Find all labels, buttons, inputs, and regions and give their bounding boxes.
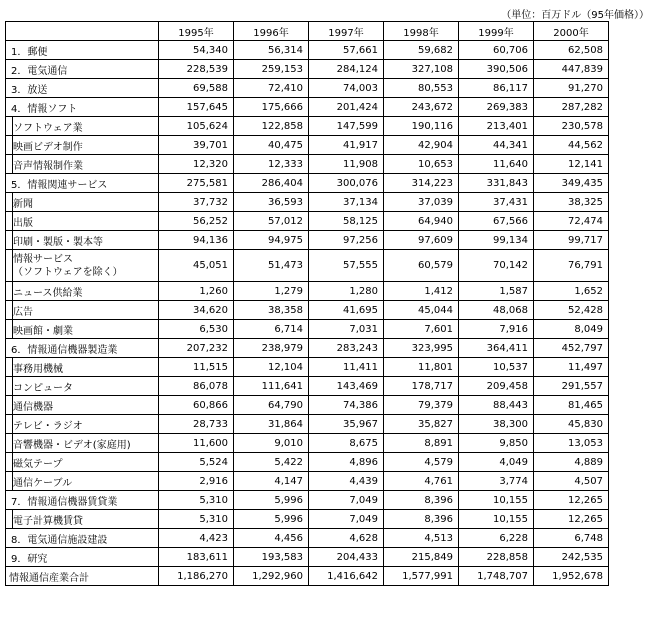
value-cell: 54,340 — [159, 41, 234, 60]
row-label: 印刷・製版・製本等 — [13, 231, 159, 250]
value-cell: 4,456 — [234, 529, 309, 548]
value-cell: 36,593 — [234, 193, 309, 212]
value-cell: 230,578 — [534, 117, 609, 136]
row-label: 通信機器 — [13, 396, 159, 415]
indent-cell — [6, 212, 13, 231]
value-cell: 51,473 — [234, 250, 309, 282]
indent-cell — [6, 396, 13, 415]
value-cell: 390,506 — [459, 60, 534, 79]
subcategory-row — [6, 472, 609, 491]
value-cell: 57,555 — [309, 250, 384, 282]
value-cell: 57,661 — [309, 41, 384, 60]
value-cell: 28,733 — [159, 415, 234, 434]
subcategory-row — [6, 434, 609, 453]
total-row — [6, 567, 609, 586]
value-cell: 38,325 — [534, 193, 609, 212]
value-cell: 331,843 — [459, 174, 534, 193]
value-cell: 11,497 — [534, 358, 609, 377]
value-cell: 31,864 — [234, 415, 309, 434]
value-cell: 5,310 — [159, 510, 234, 529]
row-label: 5．情報関連サービス — [6, 174, 159, 193]
value-cell: 300,076 — [309, 174, 384, 193]
value-cell: 72,410 — [234, 79, 309, 98]
row-label: 2．電気通信 — [6, 60, 159, 79]
value-cell: 327,108 — [384, 60, 459, 79]
row-label: 8．電気通信施設建設 — [6, 529, 159, 548]
row-label: 出版 — [13, 212, 159, 231]
subcategory-row — [6, 212, 609, 231]
value-cell: 44,562 — [534, 136, 609, 155]
row-label: 1．郵便 — [6, 41, 159, 60]
value-cell: 8,396 — [384, 491, 459, 510]
indent-cell — [6, 250, 13, 282]
value-cell: 8,675 — [309, 434, 384, 453]
value-cell: 4,147 — [234, 472, 309, 491]
value-cell: 9,850 — [459, 434, 534, 453]
value-cell: 48,068 — [459, 301, 534, 320]
year-header: 1995年 — [159, 22, 234, 41]
value-cell: 243,672 — [384, 98, 459, 117]
year-header: 1997年 — [309, 22, 384, 41]
value-cell: 12,265 — [534, 510, 609, 529]
statistics-table — [5, 21, 609, 586]
value-cell: 56,252 — [159, 212, 234, 231]
indent-cell — [6, 136, 13, 155]
table-body — [6, 22, 609, 586]
value-cell: 64,790 — [234, 396, 309, 415]
value-cell: 157,645 — [159, 98, 234, 117]
indent-cell — [6, 453, 13, 472]
value-cell: 175,666 — [234, 98, 309, 117]
value-cell: 275,581 — [159, 174, 234, 193]
year-header: 1999年 — [459, 22, 534, 41]
value-cell: 41,917 — [309, 136, 384, 155]
value-cell: 209,458 — [459, 377, 534, 396]
year-header: 2000年 — [534, 22, 609, 41]
value-cell: 37,431 — [459, 193, 534, 212]
value-cell: 283,243 — [309, 339, 384, 358]
value-cell: 9,010 — [234, 434, 309, 453]
value-cell: 38,300 — [459, 415, 534, 434]
value-cell: 12,141 — [534, 155, 609, 174]
row-label: テレビ・ラジオ — [13, 415, 159, 434]
value-cell: 6,748 — [534, 529, 609, 548]
row-label: 4．情報ソフト — [6, 98, 159, 117]
category-row — [6, 98, 609, 117]
value-cell: 37,039 — [384, 193, 459, 212]
value-cell: 45,044 — [384, 301, 459, 320]
value-cell: 44,341 — [459, 136, 534, 155]
value-cell: 143,469 — [309, 377, 384, 396]
value-cell: 193,583 — [234, 548, 309, 567]
value-cell: 291,557 — [534, 377, 609, 396]
value-cell: 5,524 — [159, 453, 234, 472]
value-cell: 94,975 — [234, 231, 309, 250]
value-cell: 37,732 — [159, 193, 234, 212]
value-cell: 35,967 — [309, 415, 384, 434]
value-cell: 60,866 — [159, 396, 234, 415]
value-cell: 7,916 — [459, 320, 534, 339]
indent-cell — [6, 358, 13, 377]
value-cell: 10,155 — [459, 491, 534, 510]
row-label: 映画ビデオ制作 — [13, 136, 159, 155]
value-cell: 35,827 — [384, 415, 459, 434]
row-label: 9．研究 — [6, 548, 159, 567]
value-cell: 269,383 — [459, 98, 534, 117]
value-cell: 122,858 — [234, 117, 309, 136]
value-cell: 99,717 — [534, 231, 609, 250]
value-cell: 1,748,707 — [459, 567, 534, 586]
row-label: 音声情報制作業 — [13, 155, 159, 174]
value-cell: 10,537 — [459, 358, 534, 377]
value-cell: 7,031 — [309, 320, 384, 339]
value-cell: 41,695 — [309, 301, 384, 320]
indent-cell — [6, 301, 13, 320]
value-cell: 4,761 — [384, 472, 459, 491]
value-cell: 178,717 — [384, 377, 459, 396]
value-cell: 4,628 — [309, 529, 384, 548]
value-cell: 228,539 — [159, 60, 234, 79]
value-cell: 67,566 — [459, 212, 534, 231]
subcategory-row — [6, 250, 609, 282]
value-cell: 105,624 — [159, 117, 234, 136]
value-cell: 238,979 — [234, 339, 309, 358]
value-cell: 447,839 — [534, 60, 609, 79]
value-cell: 204,433 — [309, 548, 384, 567]
indent-cell — [6, 510, 13, 529]
subcategory-row — [6, 396, 609, 415]
value-cell: 207,232 — [159, 339, 234, 358]
value-cell: 64,940 — [384, 212, 459, 231]
value-cell: 45,830 — [534, 415, 609, 434]
value-cell: 190,116 — [384, 117, 459, 136]
value-cell: 259,153 — [234, 60, 309, 79]
value-cell: 10,155 — [459, 510, 534, 529]
value-cell: 3,774 — [459, 472, 534, 491]
indent-cell — [6, 282, 13, 301]
category-row — [6, 339, 609, 358]
value-cell: 56,314 — [234, 41, 309, 60]
value-cell: 314,223 — [384, 174, 459, 193]
year-header: 1998年 — [384, 22, 459, 41]
value-cell: 12,265 — [534, 491, 609, 510]
row-label: 6．情報通信機器製造業 — [6, 339, 159, 358]
value-cell: 349,435 — [534, 174, 609, 193]
category-row — [6, 60, 609, 79]
value-cell: 69,588 — [159, 79, 234, 98]
value-cell: 59,682 — [384, 41, 459, 60]
row-label: 広告 — [13, 301, 159, 320]
category-row — [6, 79, 609, 98]
category-row — [6, 491, 609, 510]
value-cell: 12,320 — [159, 155, 234, 174]
row-label: 通信ケーブル — [13, 472, 159, 491]
row-label-line2: （ソフトウェアを除く） — [13, 266, 123, 278]
value-cell: 213,401 — [459, 117, 534, 136]
value-cell: 86,078 — [159, 377, 234, 396]
value-cell: 284,124 — [309, 60, 384, 79]
row-label: 7．情報通信機器賃貸業 — [6, 491, 159, 510]
value-cell: 4,049 — [459, 453, 534, 472]
value-cell: 60,706 — [459, 41, 534, 60]
value-cell: 1,279 — [234, 282, 309, 301]
value-cell: 7,601 — [384, 320, 459, 339]
value-cell: 11,515 — [159, 358, 234, 377]
value-cell: 111,641 — [234, 377, 309, 396]
value-cell: 215,849 — [384, 548, 459, 567]
value-cell: 12,104 — [234, 358, 309, 377]
value-cell: 8,891 — [384, 434, 459, 453]
value-cell: 34,620 — [159, 301, 234, 320]
value-cell: 11,411 — [309, 358, 384, 377]
value-cell: 1,416,642 — [309, 567, 384, 586]
row-label: 音響機器・ビデオ(家庭用) — [13, 434, 159, 453]
indent-cell — [6, 193, 13, 212]
value-cell: 1,260 — [159, 282, 234, 301]
value-cell: 4,423 — [159, 529, 234, 548]
value-cell: 4,896 — [309, 453, 384, 472]
value-cell: 11,801 — [384, 358, 459, 377]
subcategory-row — [6, 231, 609, 250]
indent-cell — [6, 231, 13, 250]
row-label: 事務用機械 — [13, 358, 159, 377]
row-label: ニュース供給業 — [13, 282, 159, 301]
header-row — [6, 22, 609, 41]
value-cell: 228,858 — [459, 548, 534, 567]
value-cell: 1,280 — [309, 282, 384, 301]
value-cell: 97,256 — [309, 231, 384, 250]
value-cell: 74,003 — [309, 79, 384, 98]
row-label: 磁気テープ — [13, 453, 159, 472]
row-label: 情報通信産業合計 — [6, 567, 159, 586]
value-cell: 1,952,678 — [534, 567, 609, 586]
row-label: 3．放送 — [6, 79, 159, 98]
indent-cell — [6, 155, 13, 174]
value-cell: 287,282 — [534, 98, 609, 117]
value-cell: 60,579 — [384, 250, 459, 282]
value-cell: 1,577,991 — [384, 567, 459, 586]
value-cell: 80,553 — [384, 79, 459, 98]
value-cell: 91,270 — [534, 79, 609, 98]
value-cell: 97,609 — [384, 231, 459, 250]
value-cell: 1,186,270 — [159, 567, 234, 586]
value-cell: 45,051 — [159, 250, 234, 282]
value-cell: 4,513 — [384, 529, 459, 548]
value-cell: 8,396 — [384, 510, 459, 529]
indent-cell — [6, 472, 13, 491]
value-cell: 52,428 — [534, 301, 609, 320]
value-cell: 81,465 — [534, 396, 609, 415]
value-cell: 183,611 — [159, 548, 234, 567]
row-label: 映画館・劇業 — [13, 320, 159, 339]
value-cell: 37,134 — [309, 193, 384, 212]
row-label: 新聞 — [13, 193, 159, 212]
value-cell: 72,474 — [534, 212, 609, 231]
row-label: 電子計算機賃貸 — [13, 510, 159, 529]
value-cell: 94,136 — [159, 231, 234, 250]
value-cell: 1,292,960 — [234, 567, 309, 586]
value-cell: 12,333 — [234, 155, 309, 174]
indent-cell — [6, 434, 13, 453]
value-cell: 5,996 — [234, 510, 309, 529]
subcategory-row — [6, 358, 609, 377]
indent-cell — [6, 117, 13, 136]
value-cell: 70,142 — [459, 250, 534, 282]
value-cell: 1,412 — [384, 282, 459, 301]
subcategory-row — [6, 320, 609, 339]
value-cell: 11,640 — [459, 155, 534, 174]
value-cell: 5,422 — [234, 453, 309, 472]
subcategory-row — [6, 282, 609, 301]
subcategory-row — [6, 377, 609, 396]
value-cell: 11,600 — [159, 434, 234, 453]
value-cell: 76,791 — [534, 250, 609, 282]
indent-cell — [6, 377, 13, 396]
category-row — [6, 529, 609, 548]
value-cell: 10,653 — [384, 155, 459, 174]
value-cell: 6,714 — [234, 320, 309, 339]
value-cell: 286,404 — [234, 174, 309, 193]
subcategory-row — [6, 155, 609, 174]
value-cell: 88,443 — [459, 396, 534, 415]
value-cell: 5,996 — [234, 491, 309, 510]
subcategory-row — [6, 415, 609, 434]
value-cell: 74,386 — [309, 396, 384, 415]
value-cell: 6,228 — [459, 529, 534, 548]
value-cell: 147,599 — [309, 117, 384, 136]
header-corner-cell — [6, 22, 159, 41]
value-cell: 4,439 — [309, 472, 384, 491]
subcategory-row — [6, 136, 609, 155]
subcategory-row — [6, 117, 609, 136]
value-cell: 7,049 — [309, 510, 384, 529]
value-cell: 42,904 — [384, 136, 459, 155]
value-cell: 323,995 — [384, 339, 459, 358]
indent-cell — [6, 415, 13, 434]
category-row — [6, 174, 609, 193]
value-cell: 4,507 — [534, 472, 609, 491]
indent-cell — [6, 320, 13, 339]
value-cell: 13,053 — [534, 434, 609, 453]
value-cell: 58,125 — [309, 212, 384, 231]
value-cell: 62,508 — [534, 41, 609, 60]
value-cell: 38,358 — [234, 301, 309, 320]
unit-note: （単位：百万ドル（95年価格）） — [501, 10, 649, 21]
subcategory-row — [6, 453, 609, 472]
value-cell: 40,475 — [234, 136, 309, 155]
value-cell: 201,424 — [309, 98, 384, 117]
year-header: 1996年 — [234, 22, 309, 41]
row-label — [13, 250, 159, 282]
value-cell: 5,310 — [159, 491, 234, 510]
value-cell: 6,530 — [159, 320, 234, 339]
row-label: ソフトウェア業 — [13, 117, 159, 136]
category-row — [6, 548, 609, 567]
value-cell: 11,908 — [309, 155, 384, 174]
value-cell: 4,889 — [534, 453, 609, 472]
value-cell: 452,797 — [534, 339, 609, 358]
value-cell: 364,411 — [459, 339, 534, 358]
subcategory-row — [6, 510, 609, 529]
value-cell: 7,049 — [309, 491, 384, 510]
category-row — [6, 41, 609, 60]
value-cell: 99,134 — [459, 231, 534, 250]
row-label: コンピュータ — [13, 377, 159, 396]
value-cell: 86,117 — [459, 79, 534, 98]
value-cell: 242,535 — [534, 548, 609, 567]
value-cell: 8,049 — [534, 320, 609, 339]
value-cell: 39,701 — [159, 136, 234, 155]
row-label-line1: 情報サービス — [13, 253, 73, 265]
value-cell: 1,587 — [459, 282, 534, 301]
value-cell: 2,916 — [159, 472, 234, 491]
subcategory-row — [6, 301, 609, 320]
subcategory-row — [6, 193, 609, 212]
value-cell: 1,652 — [534, 282, 609, 301]
value-cell: 57,012 — [234, 212, 309, 231]
value-cell: 4,579 — [384, 453, 459, 472]
value-cell: 79,379 — [384, 396, 459, 415]
